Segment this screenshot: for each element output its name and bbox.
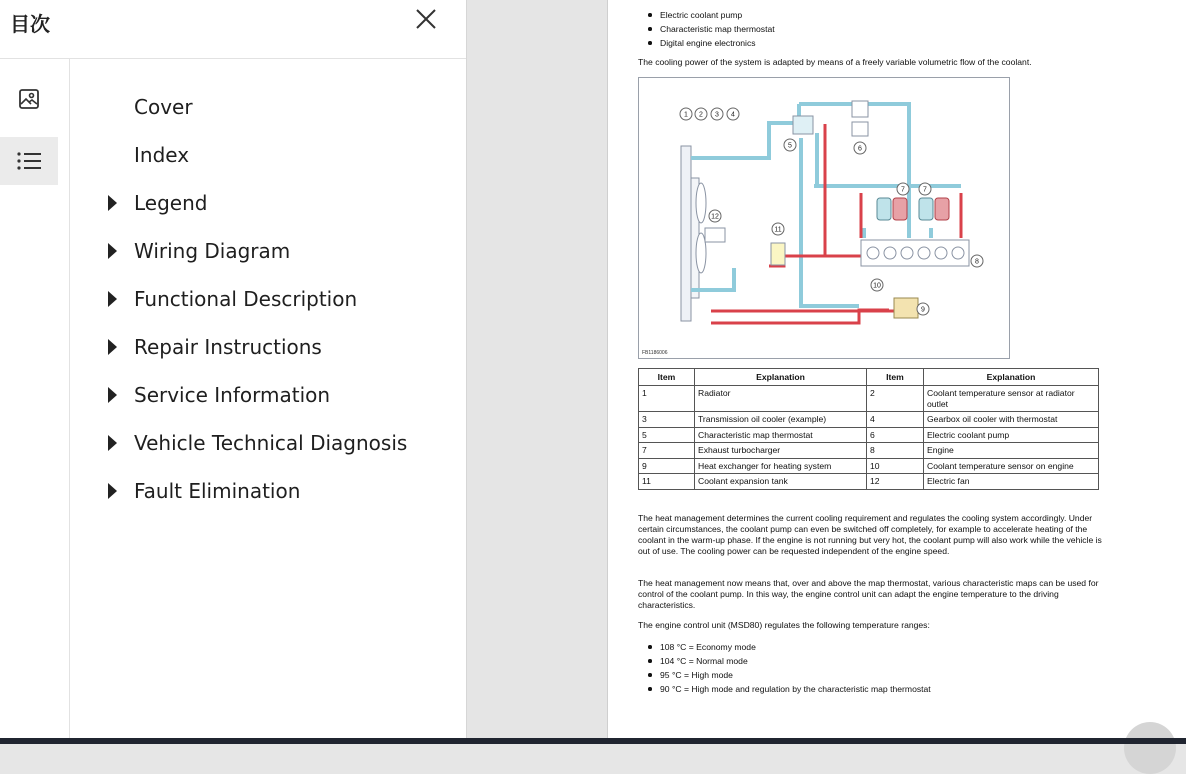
document-viewer[interactable]: [467, 0, 1186, 738]
close-icon: [414, 7, 438, 31]
list-item: Electric coolant pump: [638, 8, 775, 22]
table-cell: Coolant expansion tank: [695, 474, 867, 490]
table-of-contents: [70, 84, 460, 516]
svg-text:12: 12: [711, 213, 719, 221]
table-cell: 1: [639, 386, 695, 412]
toc-item-label: Index: [134, 143, 190, 167]
image-icon: [17, 87, 41, 111]
expand-arrow-icon[interactable]: [108, 483, 117, 499]
figure-id: FB1186006: [642, 350, 668, 356]
table-cell: Engine: [924, 443, 1099, 459]
expand-arrow-icon[interactable]: [108, 243, 117, 259]
toc-item-label: Service Information: [134, 383, 331, 407]
table-cell: Coolant temperature sensor on engine: [924, 458, 1099, 474]
toc-item-repair-instructions[interactable]: [70, 324, 460, 372]
view-mode-rail: [0, 59, 70, 744]
svg-text:8: 8: [975, 258, 979, 266]
table-cell: 12: [867, 474, 924, 490]
outline-view-button[interactable]: [0, 137, 58, 185]
toc-item-wiring-diagram[interactable]: [70, 228, 460, 276]
cooling-system-diagram: [638, 77, 1010, 359]
list-icon: [16, 150, 42, 172]
svg-text:11: 11: [774, 226, 782, 234]
column-header: Item: [867, 369, 924, 386]
thumbnail-view-button[interactable]: [0, 75, 58, 123]
document-page: [607, 0, 1186, 738]
svg-text:5: 5: [788, 142, 792, 150]
sidebar-title: 目次: [10, 12, 50, 36]
column-header: Explanation: [695, 369, 867, 386]
table-row: [639, 427, 1099, 443]
list-item: 95 °C = High mode: [638, 668, 931, 682]
table-row: [639, 474, 1099, 490]
table-cell: Exhaust turbocharger: [695, 443, 867, 459]
table-cell: 11: [639, 474, 695, 490]
toc-item-label: Legend: [134, 191, 208, 215]
toc-item-label: Vehicle Technical Diagnosis: [134, 431, 408, 455]
table-row: [639, 443, 1099, 459]
column-header: Item: [639, 369, 695, 386]
toc-item-legend[interactable]: [70, 180, 460, 228]
expand-arrow-icon[interactable]: [108, 339, 117, 355]
list-item: 104 °C = Normal mode: [638, 654, 931, 668]
component-legend-table: [638, 368, 1099, 490]
svg-text:3: 3: [715, 111, 719, 119]
expand-arrow-icon[interactable]: [108, 291, 117, 307]
table-cell: 6: [867, 427, 924, 443]
svg-text:7: 7: [901, 186, 905, 194]
svg-text:9: 9: [921, 306, 925, 314]
toc-item-index[interactable]: [70, 132, 460, 180]
svg-text:4: 4: [731, 111, 735, 119]
table-cell: Coolant temperature sensor at radiator outlet: [924, 386, 1099, 412]
toc-item-label: Fault Elimination: [134, 479, 301, 503]
table-cell: 2: [867, 386, 924, 412]
table-cell: 5: [639, 427, 695, 443]
svg-text:6: 6: [858, 145, 862, 153]
svg-text:2: 2: [699, 111, 703, 119]
toc-item-label: Functional Description: [134, 287, 358, 311]
table-cell: Electric fan: [924, 474, 1099, 490]
table-cell: 8: [867, 443, 924, 459]
table-row: [639, 412, 1099, 428]
table-cell: 3: [639, 412, 695, 428]
toc-item-label: Wiring Diagram: [134, 239, 291, 263]
expand-arrow-icon[interactable]: [108, 195, 117, 211]
table-cell: 10: [867, 458, 924, 474]
list-item: Digital engine electronics: [638, 36, 775, 50]
list-item: 90 °C = High mode and regulation by the characteristic map thermostat: [638, 682, 931, 696]
svg-text:1: 1: [684, 111, 688, 119]
expand-arrow-icon[interactable]: [108, 435, 117, 451]
svg-text:10: 10: [873, 282, 881, 290]
temperature-range-list: [638, 640, 931, 696]
table-cell: Heat exchanger for heating system: [695, 458, 867, 474]
svg-text:7: 7: [923, 186, 927, 194]
table-cell: Transmission oil cooler (example): [695, 412, 867, 428]
table-cell: Electric coolant pump: [924, 427, 1099, 443]
temperature-ranges-intro: The engine control unit (MSD80) regulates the following temperature ranges:: [638, 620, 930, 630]
characteristic-maps-paragraph: The heat management now means that, over and above the map thermostat, various characteristic maps can be used for control of the coolant pump. In this way, the engine control unit can adapt the engine temperature to the driving characteristics.: [638, 578, 1099, 610]
table-cell: 9: [639, 458, 695, 474]
floating-action-button[interactable]: [1124, 722, 1176, 774]
toc-sidebar: [0, 0, 467, 744]
toc-item-label: Repair Instructions: [134, 335, 322, 359]
bottom-edge-bar: [0, 738, 1186, 744]
expand-arrow-icon[interactable]: [108, 387, 117, 403]
table-cell: 7: [639, 443, 695, 459]
sidebar-header: [0, 0, 466, 59]
intro-paragraph: The cooling power of the system is adapted by means of a freely variable volumetric flow of the coolant.: [638, 57, 1032, 67]
table-cell: Gearbox oil cooler with thermostat: [924, 412, 1099, 428]
close-button[interactable]: [414, 7, 438, 31]
table-row: [639, 458, 1099, 474]
toc-item-cover[interactable]: [70, 84, 460, 132]
heat-management-paragraph: The heat management determines the current cooling requirement and regulates the cooling system accordingly. Under certain circumstances, the coolant pump can even be switched off completely, for example to accelerate heating of the coolant in the warm-up phase. If the engine is not running but very hot, the coolant pump will also work while the vehicle is out of use. The cooling power can be requested independent of the engine speed.: [638, 513, 1102, 556]
table-header-row: [639, 369, 1099, 386]
toc-item-service-information[interactable]: [70, 372, 460, 420]
toc-item-vehicle-technical-diagnosis[interactable]: [70, 420, 460, 468]
toc-item-fault-elimination[interactable]: [70, 468, 460, 516]
table-cell: Radiator: [695, 386, 867, 412]
toc-item-label: Cover: [134, 95, 193, 119]
list-item: Characteristic map thermostat: [638, 22, 775, 36]
table-cell: 4: [867, 412, 924, 428]
table-cell: Characteristic map thermostat: [695, 427, 867, 443]
feature-bullet-list: [638, 8, 775, 50]
cooling-circuit-graphic: [639, 78, 1009, 358]
column-header: Explanation: [924, 369, 1099, 386]
list-item: 108 °C = Economy mode: [638, 640, 931, 654]
table-row: [639, 386, 1099, 412]
toc-item-functional-description[interactable]: [70, 276, 460, 324]
